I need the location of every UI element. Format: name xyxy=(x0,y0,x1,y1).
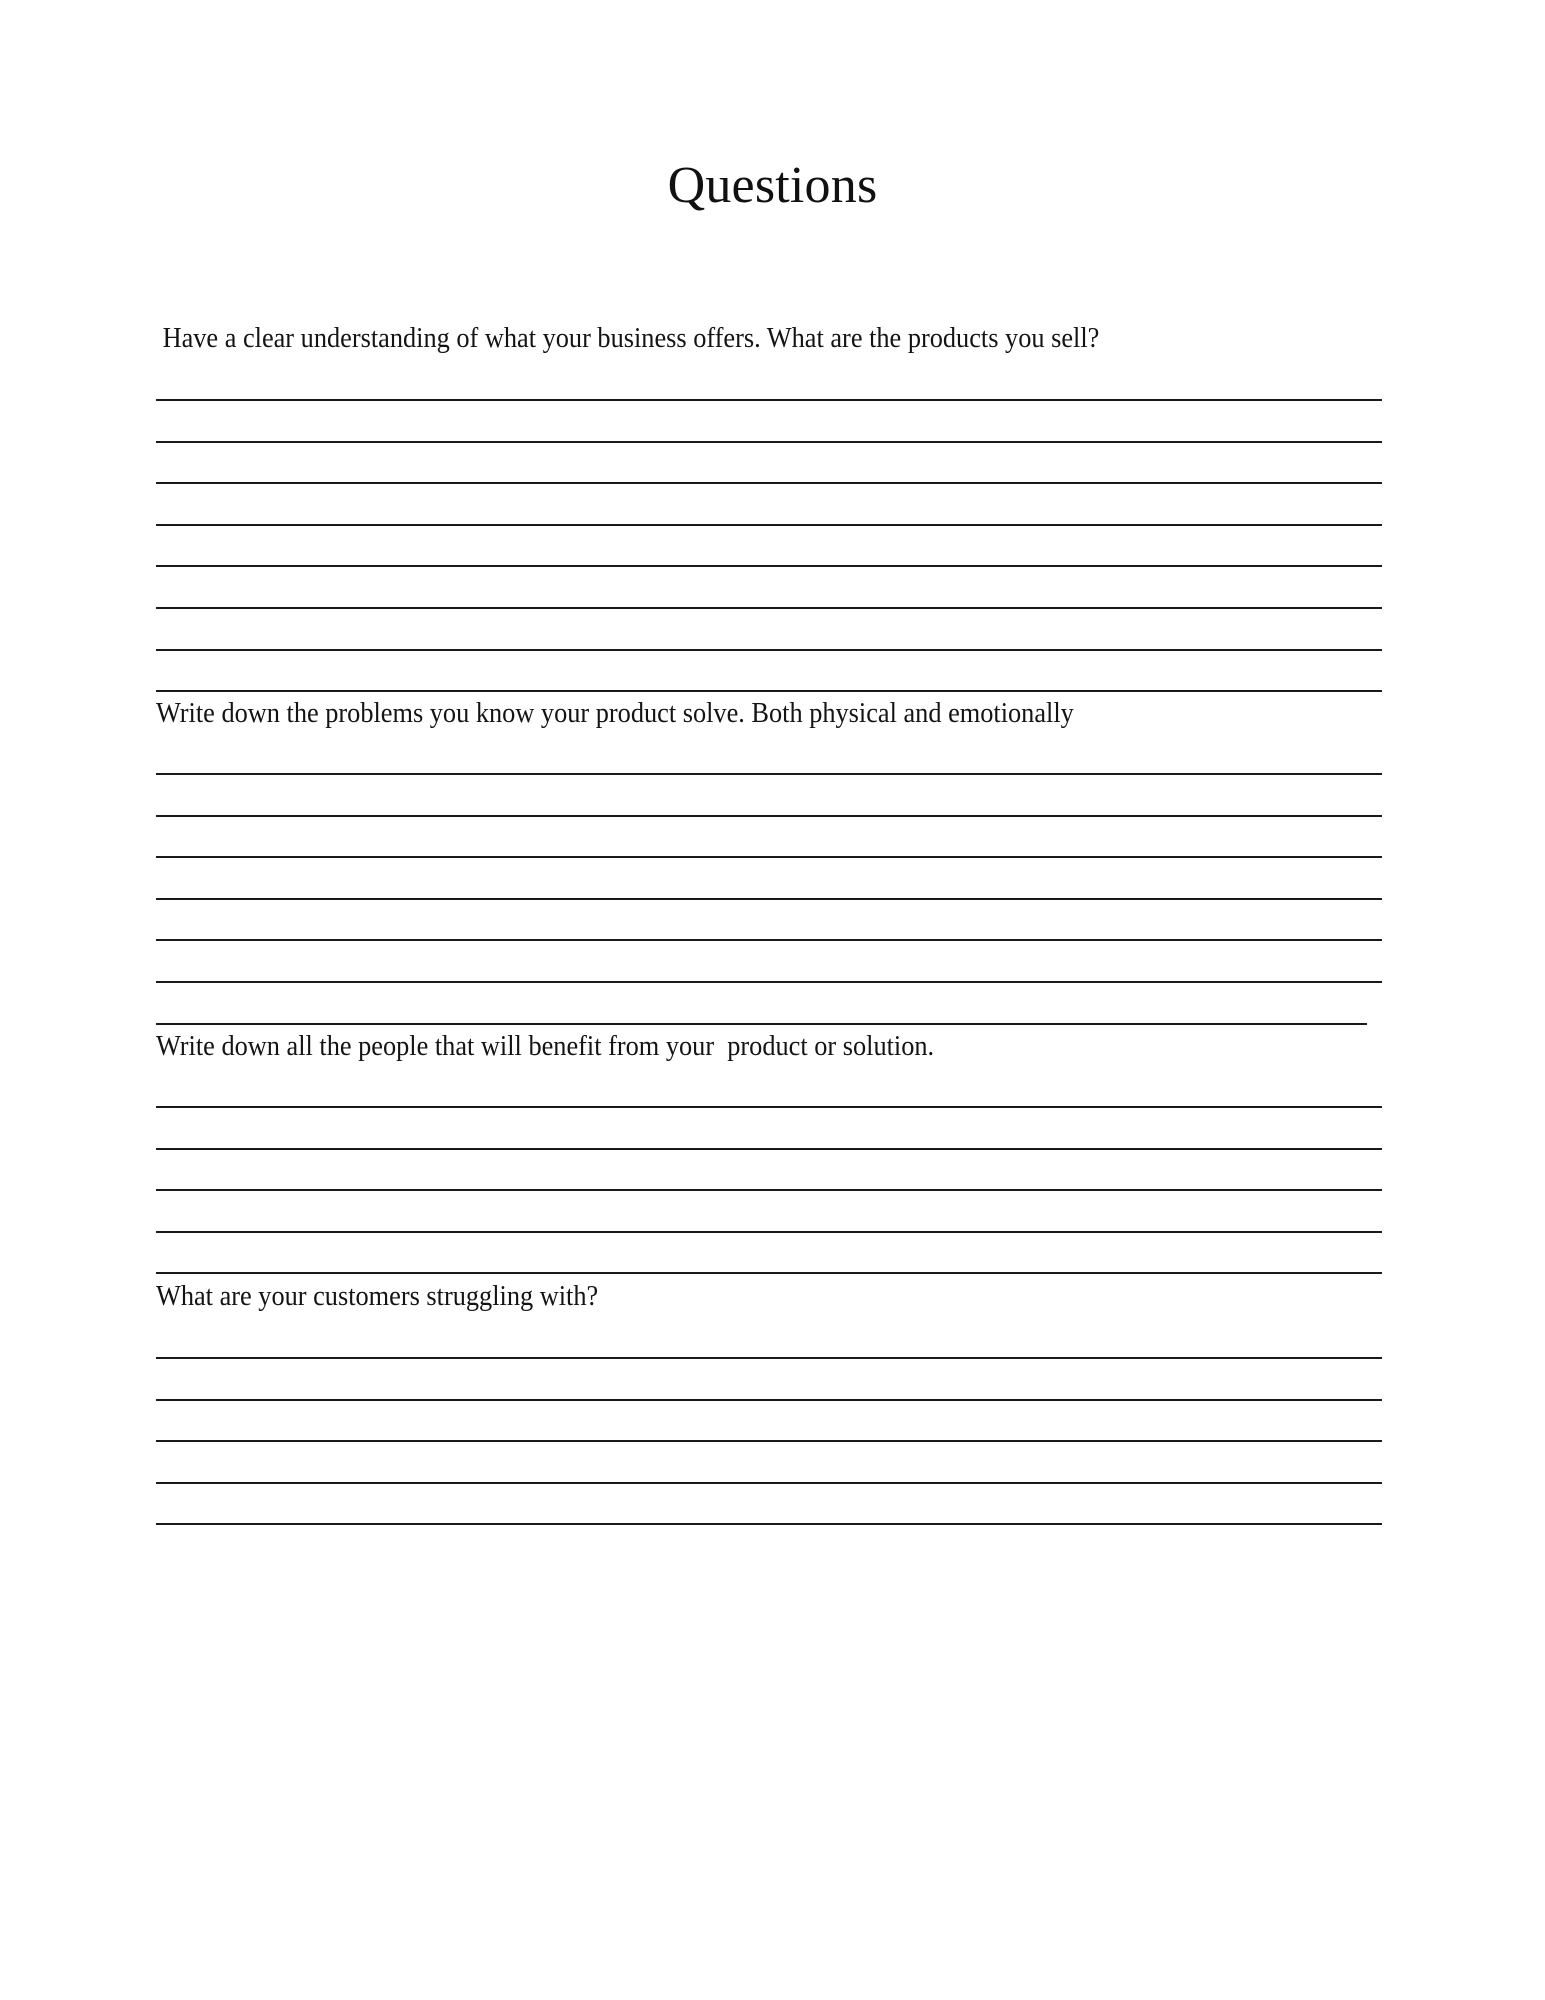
answer-line xyxy=(156,524,1382,526)
answer-line xyxy=(156,441,1382,443)
answer-line xyxy=(156,898,1382,900)
answer-line xyxy=(156,981,1382,983)
question-1: Have a clear understanding of what your business offers. What are the products you sell? xyxy=(156,323,1100,354)
answer-line xyxy=(156,1272,1382,1274)
answer-line xyxy=(156,565,1382,567)
answer-line xyxy=(156,482,1382,484)
answer-line xyxy=(156,773,1382,775)
answer-line xyxy=(156,607,1382,609)
answer-line xyxy=(156,1023,1367,1025)
answer-line xyxy=(156,1189,1382,1191)
page-title: Questions xyxy=(667,157,878,214)
answer-line xyxy=(156,1357,1382,1359)
answer-line xyxy=(156,1523,1382,1525)
answer-line xyxy=(156,649,1382,651)
answer-line xyxy=(156,1231,1382,1233)
answer-line xyxy=(156,1482,1382,1484)
question-3: Write down all the people that will benefit from your product or solution. xyxy=(156,1031,935,1062)
answer-line xyxy=(156,1399,1382,1401)
answer-line xyxy=(156,1148,1382,1150)
answer-line xyxy=(156,856,1382,858)
answer-line xyxy=(156,690,1382,692)
answer-line xyxy=(156,1440,1382,1442)
answer-line xyxy=(156,939,1382,941)
question-2: Write down the problems you know your product solve. Both physical and emotionally xyxy=(156,698,1074,729)
answer-line xyxy=(156,1106,1382,1108)
answer-line xyxy=(156,399,1382,401)
question-4: What are your customers struggling with? xyxy=(156,1281,599,1312)
answer-line xyxy=(156,815,1382,817)
